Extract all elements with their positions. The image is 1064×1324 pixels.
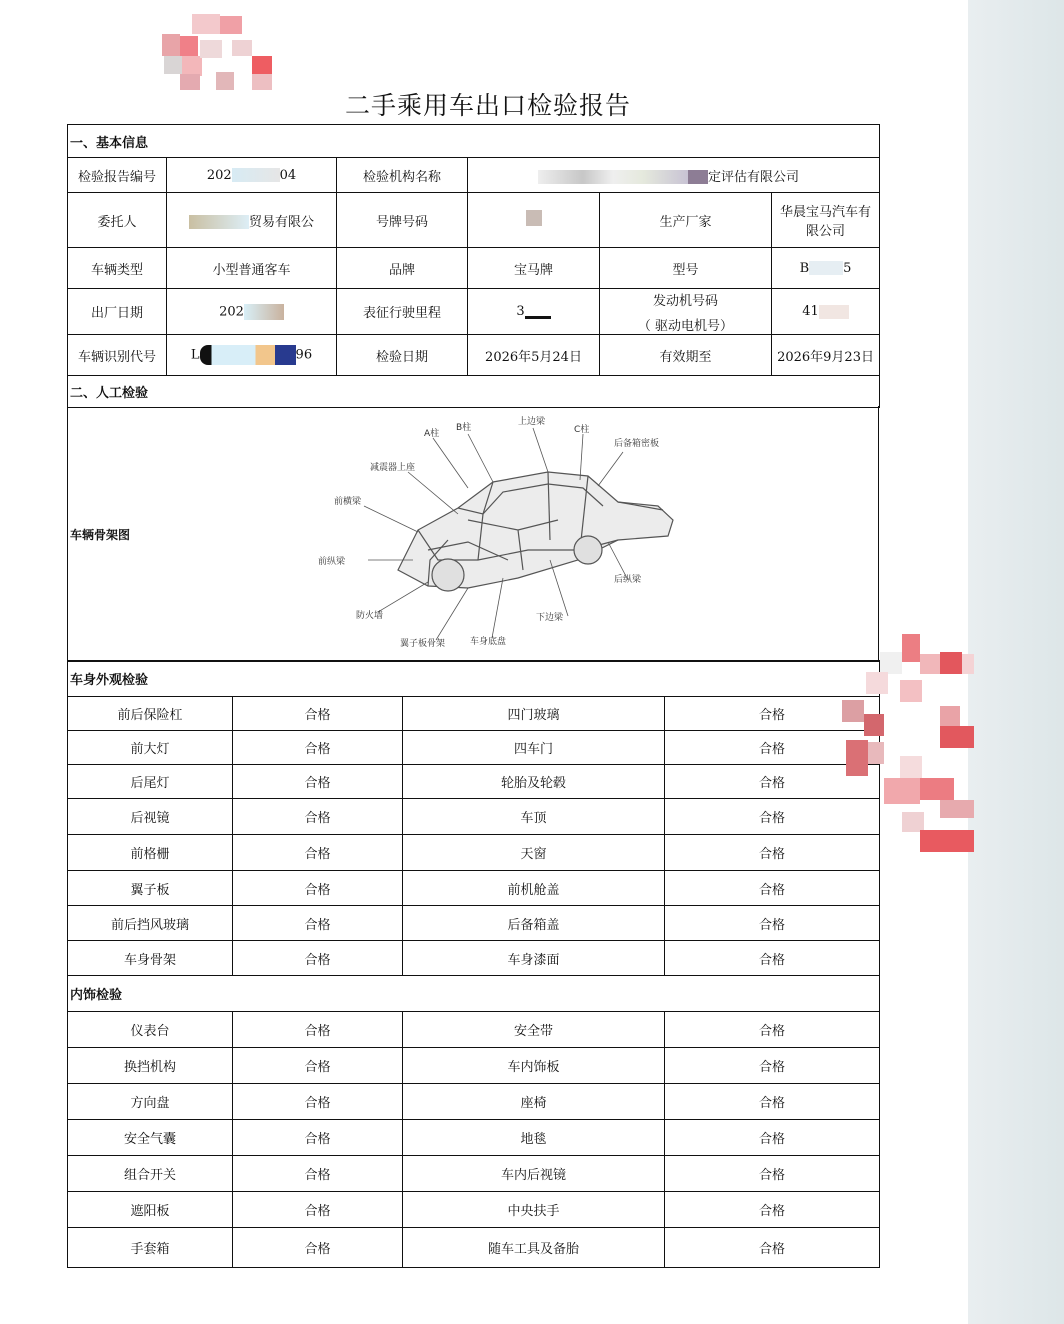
interior-row xyxy=(68,1156,880,1192)
basic-info-table xyxy=(67,124,880,408)
mileage-label: 表征行驶里程 xyxy=(337,289,468,335)
exterior-heading: 车身外观检验 xyxy=(68,661,880,697)
label-rear-rail: 后纵梁 xyxy=(614,575,642,585)
client-label: 委托人 xyxy=(68,193,167,248)
date-value: 202 xyxy=(167,289,337,335)
exterior-item-result: 合格 xyxy=(233,871,403,906)
interior-item-name: 地毯 xyxy=(403,1120,665,1156)
exterior-row xyxy=(68,731,880,765)
interior-item-name: 安全气囊 xyxy=(68,1120,233,1156)
exterior-item-result: 合格 xyxy=(665,697,880,731)
exterior-item-result: 合格 xyxy=(665,941,880,976)
label-shock-mount: 减震器上座 xyxy=(370,463,416,473)
exterior-item-result: 合格 xyxy=(233,765,403,799)
report-no-value: 202 04 xyxy=(167,158,337,193)
exterior-item-result: 合格 xyxy=(233,835,403,871)
interior-rows xyxy=(68,1012,880,1268)
valid-until-value: 2026年9月23日 xyxy=(772,335,880,376)
interior-item-name: 组合开关 xyxy=(68,1156,233,1192)
exterior-item-name: 后尾灯 xyxy=(68,765,233,799)
exterior-rows xyxy=(68,697,880,976)
model-label: 型号 xyxy=(600,248,772,289)
model-value: B 5 xyxy=(772,248,880,289)
interior-item-result: 合格 xyxy=(233,1084,403,1120)
exterior-row xyxy=(68,835,880,871)
maker-value: 华晨宝马汽车有限公司 xyxy=(772,193,880,248)
label-b-pillar: B柱 xyxy=(456,423,472,433)
car-frame-diagram xyxy=(318,410,718,658)
interior-item-result: 合格 xyxy=(233,1120,403,1156)
agency-value: 定评估有限公司 xyxy=(468,158,880,193)
exterior-item-result: 合格 xyxy=(665,871,880,906)
skeleton-diagram-cell xyxy=(67,406,879,662)
skeleton-label: 车辆骨架图 xyxy=(70,528,131,542)
exterior-item-name: 前后挡风玻璃 xyxy=(68,906,233,941)
exterior-item-name: 车身骨架 xyxy=(68,941,233,976)
exterior-row xyxy=(68,871,880,906)
interior-row xyxy=(68,1048,880,1084)
interior-item-name: 仪表台 xyxy=(68,1012,233,1048)
interior-item-name: 座椅 xyxy=(403,1084,665,1120)
interior-item-name: 中央扶手 xyxy=(403,1192,665,1228)
label-front-rail: 前纵梁 xyxy=(318,557,346,567)
interior-item-name: 车内后视镜 xyxy=(403,1156,665,1192)
type-label: 车辆类型 xyxy=(68,248,167,289)
label-c-pillar: C柱 xyxy=(574,425,590,435)
interior-item-name: 随车工具及备胎 xyxy=(403,1228,665,1268)
brand-value: 宝马牌 xyxy=(468,248,600,289)
mileage-value: 3 xyxy=(468,289,600,335)
label-a-pillar: A柱 xyxy=(424,429,440,439)
valid-until-label: 有效期至 xyxy=(600,335,772,376)
label-trunk-panel: 后备箱密板 xyxy=(614,439,660,449)
interior-item-name: 换挡机构 xyxy=(68,1048,233,1084)
label-floor: 车身底盘 xyxy=(470,637,507,647)
section-basic-heading: 一、基本信息 xyxy=(68,125,880,158)
agency-label: 检验机构名称 xyxy=(337,158,468,193)
exterior-item-name: 前大灯 xyxy=(68,731,233,765)
exterior-row xyxy=(68,765,880,799)
exterior-item-result: 合格 xyxy=(665,835,880,871)
inspection-grid xyxy=(67,660,880,1268)
section-manual-heading: 二、人工检验 xyxy=(68,376,880,408)
interior-item-result: 合格 xyxy=(233,1228,403,1268)
exterior-item-name: 前机舱盖 xyxy=(403,871,665,906)
exterior-item-result: 合格 xyxy=(665,906,880,941)
interior-item-result: 合格 xyxy=(665,1120,880,1156)
interior-item-result: 合格 xyxy=(233,1192,403,1228)
vin-label: 车辆识别代号 xyxy=(68,335,167,376)
maker-label: 生产厂家 xyxy=(600,193,772,248)
interior-row xyxy=(68,1012,880,1048)
inspect-date-label: 检验日期 xyxy=(337,335,468,376)
exterior-item-name: 后备箱盖 xyxy=(403,906,665,941)
label-roof-rail: 上边梁 xyxy=(518,417,546,427)
exterior-item-result: 合格 xyxy=(665,765,880,799)
exterior-item-result: 合格 xyxy=(233,799,403,835)
interior-row xyxy=(68,1120,880,1156)
engine-value: 41 xyxy=(772,289,880,335)
type-value: 小型普通客车 xyxy=(167,248,337,289)
interior-row xyxy=(68,1192,880,1228)
interior-item-result: 合格 xyxy=(665,1192,880,1228)
exterior-row xyxy=(68,941,880,976)
interior-item-name: 安全带 xyxy=(403,1012,665,1048)
report-no-label: 检验报告编号 xyxy=(68,158,167,193)
interior-row xyxy=(68,1228,880,1268)
exterior-item-result: 合格 xyxy=(233,906,403,941)
interior-item-name: 车内饰板 xyxy=(403,1048,665,1084)
interior-item-result: 合格 xyxy=(233,1048,403,1084)
interior-item-name: 手套箱 xyxy=(68,1228,233,1268)
interior-item-name: 方向盘 xyxy=(68,1084,233,1120)
exterior-item-name: 前后保险杠 xyxy=(68,697,233,731)
interior-item-result: 合格 xyxy=(665,1048,880,1084)
exterior-item-name: 翼子板 xyxy=(68,871,233,906)
label-front-cross: 前横梁 xyxy=(334,497,362,507)
date-label: 出厂日期 xyxy=(68,289,167,335)
exterior-item-result: 合格 xyxy=(233,941,403,976)
exterior-item-name: 车身漆面 xyxy=(403,941,665,976)
label-firewall: 防火墙 xyxy=(356,611,384,621)
interior-item-result: 合格 xyxy=(233,1156,403,1192)
interior-heading: 内饰检验 xyxy=(68,976,880,1012)
exterior-item-name: 前格栅 xyxy=(68,835,233,871)
exterior-item-name: 天窗 xyxy=(403,835,665,871)
interior-item-result: 合格 xyxy=(665,1084,880,1120)
exterior-item-result: 合格 xyxy=(233,697,403,731)
inspect-date-value: 2026年5月24日 xyxy=(468,335,600,376)
label-fender-frame: 翼子板骨架 xyxy=(400,639,446,649)
client-value: 贸易有限公 xyxy=(167,193,337,248)
exterior-item-result: 合格 xyxy=(665,731,880,765)
exterior-row xyxy=(68,799,880,835)
page-title: 二手乘用车出口检验报告 xyxy=(344,91,631,120)
vin-value: L 96 xyxy=(167,335,337,376)
exterior-item-result: 合格 xyxy=(665,799,880,835)
interior-item-result: 合格 xyxy=(665,1156,880,1192)
exterior-row xyxy=(68,906,880,941)
exterior-item-result: 合格 xyxy=(233,731,403,765)
plate-value xyxy=(468,193,600,248)
label-sill: 下边梁 xyxy=(536,613,564,623)
exterior-item-name: 车顶 xyxy=(403,799,665,835)
interior-item-result: 合格 xyxy=(665,1012,880,1048)
exterior-item-name: 后视镜 xyxy=(68,799,233,835)
viewer-background xyxy=(968,0,1064,1324)
interior-item-result: 合格 xyxy=(233,1012,403,1048)
brand-label: 品牌 xyxy=(337,248,468,289)
engine-label: 发动机号码 （ 驱动电机号） xyxy=(600,289,772,335)
exterior-row xyxy=(68,697,880,731)
interior-item-result: 合格 xyxy=(665,1228,880,1268)
exterior-item-name: 四门玻璃 xyxy=(403,697,665,731)
exterior-item-name: 轮胎及轮毂 xyxy=(403,765,665,799)
plate-label: 号牌号码 xyxy=(337,193,468,248)
interior-item-name: 遮阳板 xyxy=(68,1192,233,1228)
exterior-item-name: 四车门 xyxy=(403,731,665,765)
interior-row xyxy=(68,1084,880,1120)
